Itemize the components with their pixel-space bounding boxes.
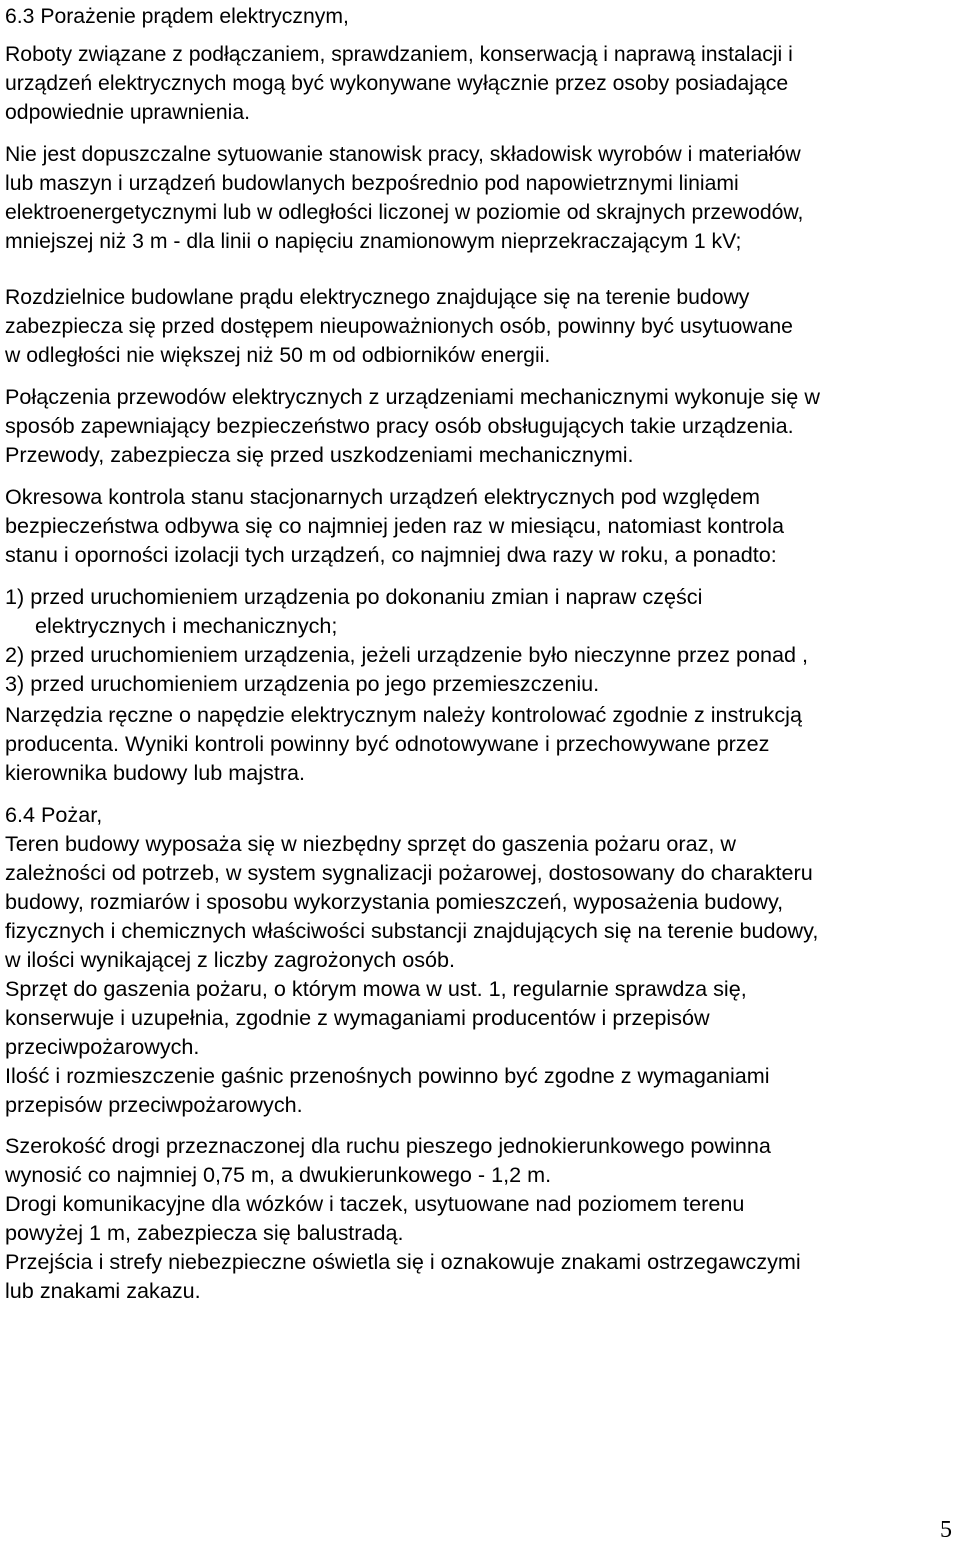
text-line: zależności od potrzeb, w system sygnalizacji pożarowej, dostosowany do charakteru	[5, 860, 813, 885]
text-line: przeciwpożarowych.	[5, 1034, 200, 1059]
text-line: Okresowa kontrola stanu stacjonarnych urządzeń elektrycznych pod względem	[5, 484, 760, 509]
text-line: Teren budowy wyposaża się w niezbędny sprzęt do gaszenia pożaru oraz, w	[5, 831, 736, 856]
text-line: Sprzęt do gaszenia pożaru, o którym mowa w ust. 1, regularnie sprawdza się,	[5, 976, 747, 1001]
list-item: 1) przed uruchomieniem urządzenia po dokonaniu zmian i napraw części	[5, 584, 703, 609]
text-line: zabezpiecza się przed dostępem nieupoważnionych osób, powinny być usytuowane	[5, 315, 793, 338]
text-line: stanu i oporności izolacji tych urządzeń, co najmniej dwa razy w roku, a ponadto:	[5, 542, 777, 567]
text-line: elektroenergetycznymi lub w odległości liczonej w poziomie od skrajnych przewodów,	[5, 201, 804, 224]
text-line: lub znakami zakazu.	[5, 1278, 201, 1303]
text-line: Ilość i rozmieszczenie gaśnic przenośnych powinno być zgodne z wymaganiami	[5, 1063, 770, 1088]
text-line: urządzeń elektrycznych mogą być wykonywane wyłącznie przez osoby posiadające	[5, 72, 789, 95]
text-line: producenta. Wyniki kontroli powinny być odnotowywane i przechowywane przez	[5, 731, 770, 756]
text-line: Rozdzielnice budowlane prądu elektrycznego znajdujące się na terenie budowy	[5, 286, 750, 309]
text-line: w ilości wynikającej z liczby zagrożonych osób.	[5, 947, 456, 972]
text-line: budowy, rozmiarów i sposobu wykorzystania pomieszczeń, wyposażenia budowy,	[5, 889, 784, 914]
text-line: Drogi komunikacyjne dla wózków i taczek, usytuowane nad poziomem terenu	[5, 1191, 745, 1216]
page-number: 5	[940, 1517, 952, 1543]
text-line: Nie jest dopuszczalne sytuowanie stanowisk pracy, składowisk wyrobów i materiałów	[5, 143, 801, 166]
section-heading: 6.3 Porażenie prądem elektrycznym,	[5, 5, 349, 28]
text-line: przepisów przeciwpożarowych.	[5, 1092, 303, 1117]
list-item-continuation: elektrycznych i mechanicznych;	[35, 613, 338, 638]
text-line: konserwuje i uzupełnia, zgodnie z wymaganiami producentów i przepisów	[5, 1005, 710, 1030]
text-line: w odległości nie większej niż 50 m od odbiorników energii.	[5, 344, 551, 367]
list-item: 2) przed uruchomieniem urządzenia, jeżeli urządzenie było nieczynne przez ponad ,	[5, 642, 809, 667]
text-line: Roboty związane z podłączaniem, sprawdzaniem, konserwacją i naprawą instalacji i	[5, 43, 793, 66]
text-line: sposób zapewniający bezpieczeństwo pracy osób obsługujących takie urządzenia.	[5, 413, 794, 438]
text-line: Szerokość drogi przeznaczonej dla ruchu pieszego jednokierunkowego powinna	[5, 1133, 771, 1158]
text-line: wynosić co najmniej 0,75 m, a dwukierunkowego - 1,2 m.	[5, 1162, 552, 1187]
text-line: bezpieczeństwa odbywa się co najmniej jeden raz w miesiącu, natomiast kontrola	[5, 513, 784, 538]
text-line: fizycznych i chemicznych właściwości substancji znajdujących się na terenie budowy,	[5, 918, 819, 943]
text-line: powyżej 1 m, zabezpiecza się balustradą.	[5, 1220, 404, 1245]
text-line: Narzędzia ręczne o napędzie elektrycznym należy kontrolować zgodnie z instrukcją	[5, 702, 802, 727]
text-line: Przejścia i strefy niebezpieczne oświetla się i oznakowuje znakami ostrzegawczymi	[5, 1249, 801, 1274]
list-item: 3) przed uruchomieniem urządzenia po jego przemieszczeniu.	[5, 671, 600, 696]
text-line: Przewody, zabezpiecza się przed uszkodzeniami mechanicznymi.	[5, 442, 634, 467]
text-line: kierownika budowy lub majstra.	[5, 760, 306, 785]
text-line: odpowiednie uprawnienia.	[5, 101, 251, 124]
section-heading: 6.4 Pożar,	[5, 802, 103, 827]
text-line: lub maszyn i urządzeń budowlanych bezpośrednio pod napowietrznymi liniami	[5, 172, 739, 195]
text-line: Połączenia przewodów elektrycznych z urządzeniami mechanicznymi wykonuje się w	[5, 384, 820, 409]
text-line: mniejszej niż 3 m - dla linii o napięciu znamionowym nieprzekraczającym 1 kV;	[5, 230, 742, 253]
